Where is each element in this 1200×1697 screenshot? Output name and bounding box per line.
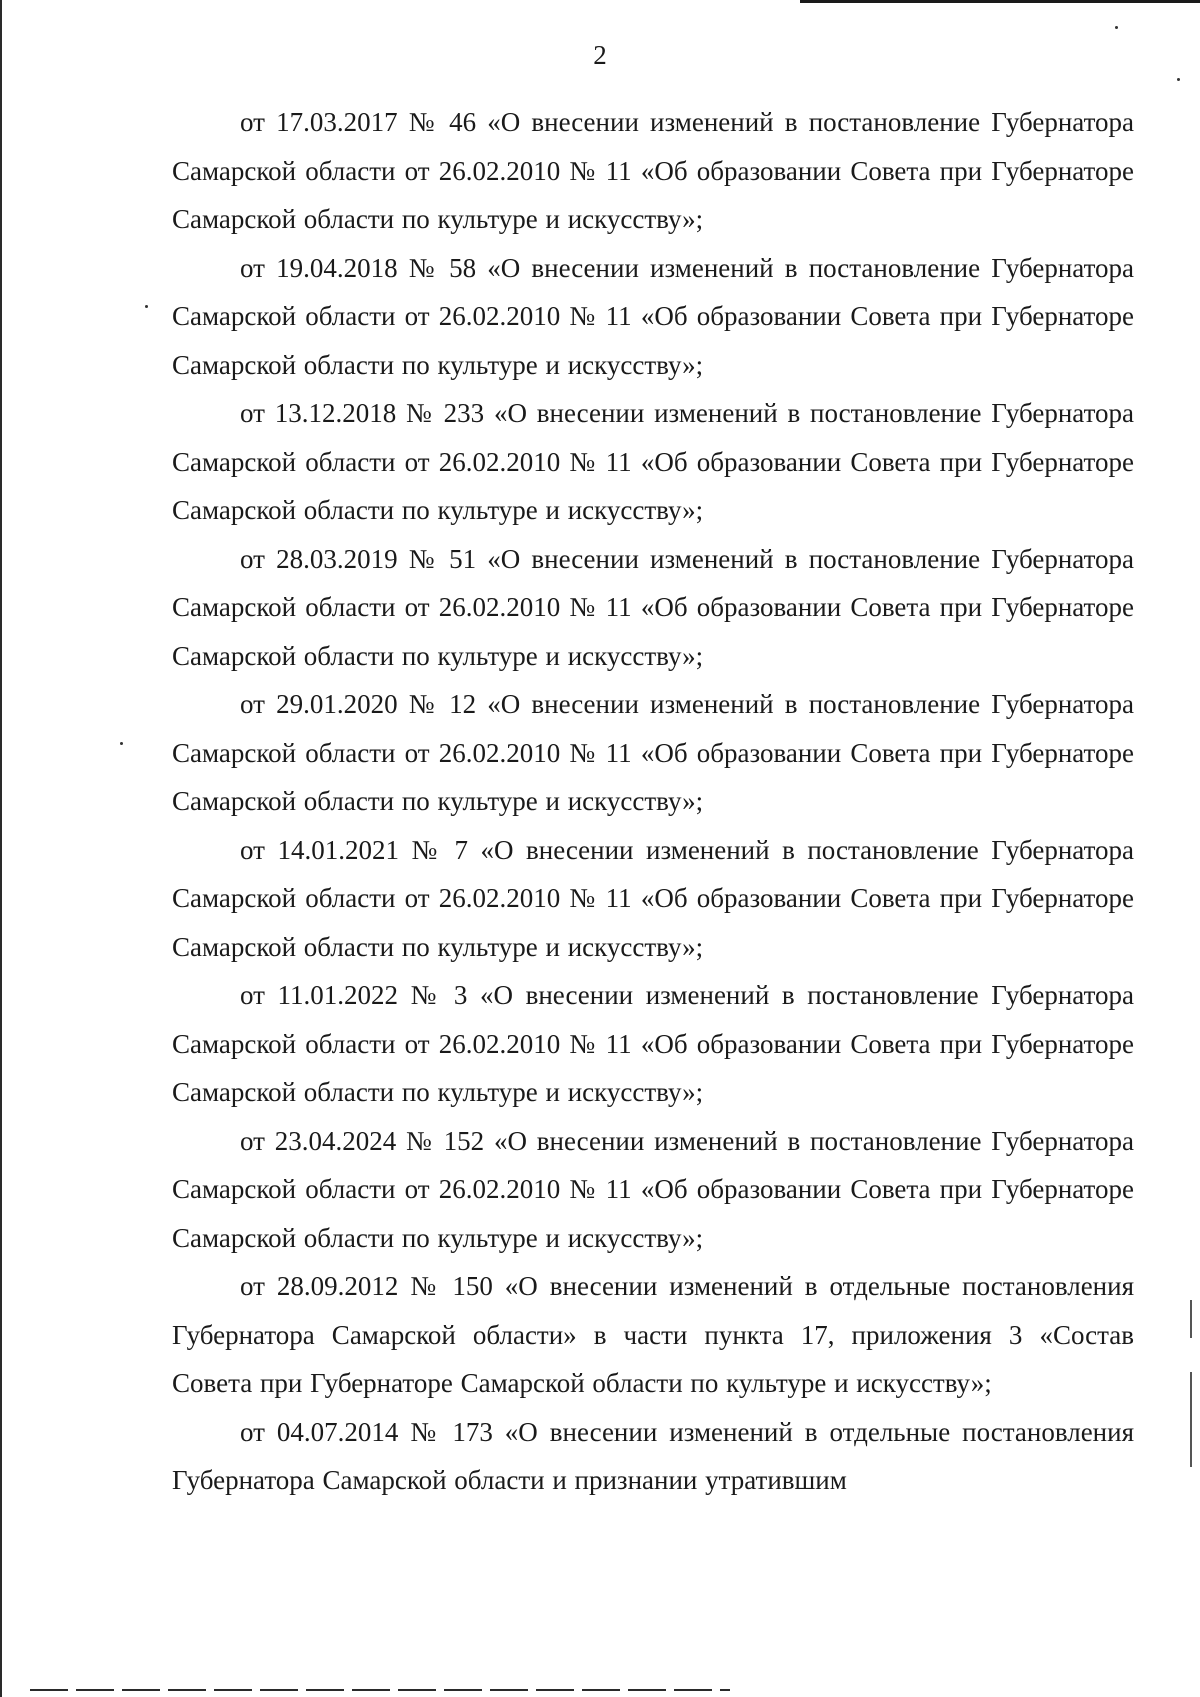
paragraph: от 13.12.2018 № 233 «О внесении изменений в постановление Губернатора Самарской области от 26.02.2010 № 11 «Об образовании Совета при Губернаторе Самарской области по культуре и искусству»; [172,398,1134,525]
paragraph: от 28.03.2019 № 51 «О внесении изменений в постановление Губернатора Самарской области от 26.02.2010 № 11 «Об образовании Совета при Губернаторе Самарской области по культуре и искусству»; [172,543,1134,671]
paragraph: от 17.03.2017 № 46 «О внесении изменений в постановление Губернатора Самарской области от 26.02.2010 № 11 «Об образовании Совета при Губернаторе Самарской области по культуре и искусству»; [172,107,1134,234]
paragraph: от 19.04.2018 № 58 «О внесении изменений в постановление Губернатора Самарской области от 26.02.2010 № 11 «Об образовании Совета при Губернаторе Самарской области по культуре и искусству»; [172,252,1134,380]
scan-footer-dashes [30,1689,730,1691]
paragraph: от 14.01.2021 № 7 «О внесении изменений в постановление Губернатора Самарской области от 26.02.2010 № 11 «Об образовании Совета при Губернаторе Самарской области по культуре и искусству»; [172,834,1134,962]
paragraph: от 28.09.2012 № 150 «О внесении изменений в отдельные постановления Губернатора Самарской области» в части пункта 17, приложения 3 «Состав Совета при Губернаторе Самарской области по культуре и искусству»; [172,1271,1134,1398]
scan-mark [1177,78,1180,81]
scan-mark [1190,1372,1192,1467]
scan-mark [145,305,148,308]
paragraph: от 29.01.2020 № 12 «О внесении изменений в постановление Губернатора Самарской области от 26.02.2010 № 11 «Об образовании Совета при Губернаторе Самарской области по культуре и искусству»; [172,689,1134,816]
scan-edge-left [0,0,2,1697]
body-text [172,98,1134,1505]
scan-edge-top [800,0,1200,3]
paragraph: от 04.07.2014 № 173 «О внесении изменений в отдельные постановления Губернатора Самарской области и признании утратившим [172,1416,1134,1495]
paragraph: от 23.04.2024 № 152 «О внесении изменений в постановление Губернатора Самарской области от 26.02.2010 № 11 «Об образовании Совета при Губернаторе Самарской области по культуре и искусству»; [172,1125,1134,1253]
scan-mark [1190,1300,1192,1338]
page-number: 2 [593,40,607,70]
scan-mark [1115,26,1118,29]
paragraph: от 11.01.2022 № 3 «О внесении изменений в постановление Губернатора Самарской области от 26.02.2010 № 11 «Об образовании Совета при Губернаторе Самарской области по культуре и искусству»; [172,980,1134,1107]
scan-mark [120,742,123,745]
